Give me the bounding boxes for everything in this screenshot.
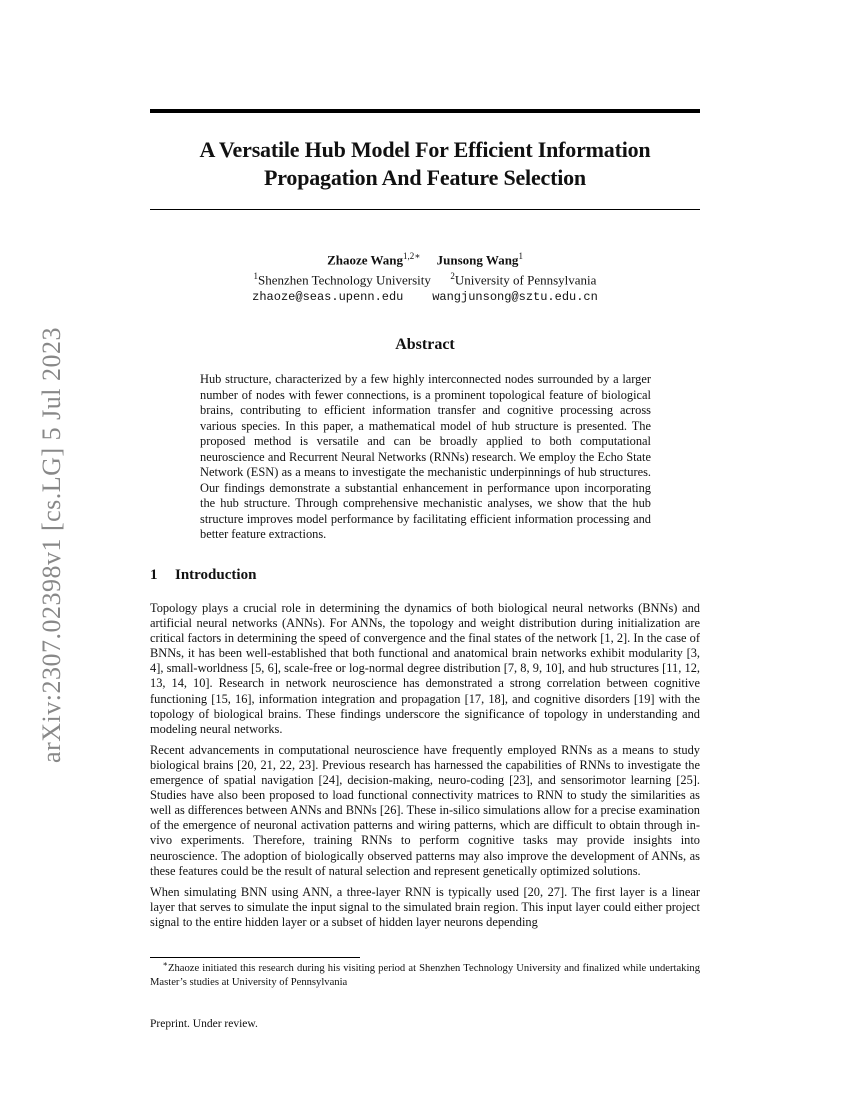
- arxiv-identifier-text: arXiv:2307.02398v1 [cs.LG] 5 Jul 2023: [37, 327, 66, 763]
- section-title: Introduction: [175, 567, 257, 583]
- footnote-text: Zhaoze initiated this research during his visiting period at Shenzhen Technology University and finalized while undertaking Master’s studies at University of Pennsylvania: [150, 963, 700, 988]
- paragraph: Recent advancements in computational neuroscience have frequently employed RNNs as a means to study biological brains [20, 21, 22, 23]. Previous research has harnessed the capabilities of RNNs to investigate the emergence of spatial navigation [24], decision-making, neuro-coding [23], and sensorimotor learning [25]. Studies have also been proposed to load functional connectivity matrices to RNN to study the similarities as well as differences between ANNs and BNNs [26]. These in-silico simulations allow for a precise examination of the emergence of neuronal activation patterns and wiring patterns, which are difficult to obtain through in-vivo experiments. Therefore, training RNNs to perform cognitive tasks may provide insights into neuroscience. The adoption of biologically observed patterns may also improve the development of ANNs, as these features could be the result of natural selection and represent genetically optimized solutions.: [150, 742, 700, 878]
- section-heading: [150, 567, 256, 584]
- affiliation-mark: 1: [253, 271, 259, 282]
- affiliation-mark: 2: [450, 271, 455, 282]
- paper-title: [150, 136, 700, 192]
- footnote-rule: [150, 957, 360, 958]
- author-emails: [150, 289, 700, 306]
- footnote: [150, 959, 700, 990]
- paragraph: When simulating BNN using ANN, a three-layer RNN is typically used [20, 27]. The first layer is a linear layer that serves to simulate the input signal to the simulated brain region. This input layer could either project signal to the entire hidden layer or a subset of hidden layer neurons depending: [150, 884, 700, 929]
- author-name: Junsong Wang: [436, 252, 519, 268]
- author-affiliation-mark: 1: [518, 251, 523, 261]
- preprint-notice: Preprint. Under review.: [150, 1018, 258, 1030]
- author-names: [150, 248, 700, 268]
- author-name: Zhaoze Wang: [327, 252, 404, 268]
- affiliation: Shenzhen Technology University: [258, 272, 431, 288]
- abstract-text: Hub structure, characterized by a few highly interconnected nodes surrounded by a larger number of nodes with fewer connections, is a prominent topological feature of biological brains, contributing to efficient information transfer and cognitive processing across various species. In this paper, a mathematical model of hub structure is presented. The proposed method is versatile and can be broadly applied to both computational neuroscience and Recurrent Neural Networks (RNNs) research. We employ the Echo State Network (ESN) as a means to investigate the mechanistic underpinnings of hub structures. Our findings demonstrate a substantial enhancement in performance upon incorporating the hub structure. Through comprehensive mechanistic analyses, we show that the hub structure improves model performance by facilitating efficient information processing and better feature extractions.: [200, 372, 651, 541]
- title-line-1: A Versatile Hub Model For Efficient Information: [199, 137, 651, 162]
- title-bottom-rule: [150, 209, 700, 210]
- paragraph: Topology plays a crucial role in determining the dynamics of both biological neural networks (BNNs) and artificial neural networks (ANNs). For ANNs, the topology and weight distribution during initialization are critical factors in determining the speed of convergence and the final states of the network [1, 2]. In the case of BNNs, it has been well-established that both functional and anatomical brain networks exhibit modularity [3, 4], small-worldness [5, 6], scale-free or log-normal degree distribution [7, 8, 9, 10], and hub structures [11, 12, 13, 14, 10]. Research in network neuroscience has demonstrated a strong correlation between cognitive functioning [15, 16], information integration and propagation [17, 18], and cognitive disorders [19] with the topology of biological brains. These findings underscore the significance of topology in understanding and modeling neural networks.: [150, 601, 700, 736]
- author-affiliations: [150, 268, 700, 288]
- section-number: 1: [150, 567, 158, 583]
- author-affiliation-mark: 1,2∗: [403, 251, 421, 261]
- title-line-2: Propagation And Feature Selection: [264, 165, 586, 190]
- abstract-heading: Abstract: [395, 336, 455, 353]
- affiliation: University of Pennsylvania: [454, 272, 597, 288]
- email: wangjunsong@sztu.edu.cn: [432, 289, 598, 304]
- title-top-rule: [150, 109, 700, 113]
- body-text: [150, 601, 700, 936]
- author-block: [150, 248, 700, 306]
- footnote-mark: ∗: [162, 959, 168, 969]
- email: zhaoze@seas.upenn.edu: [252, 289, 404, 304]
